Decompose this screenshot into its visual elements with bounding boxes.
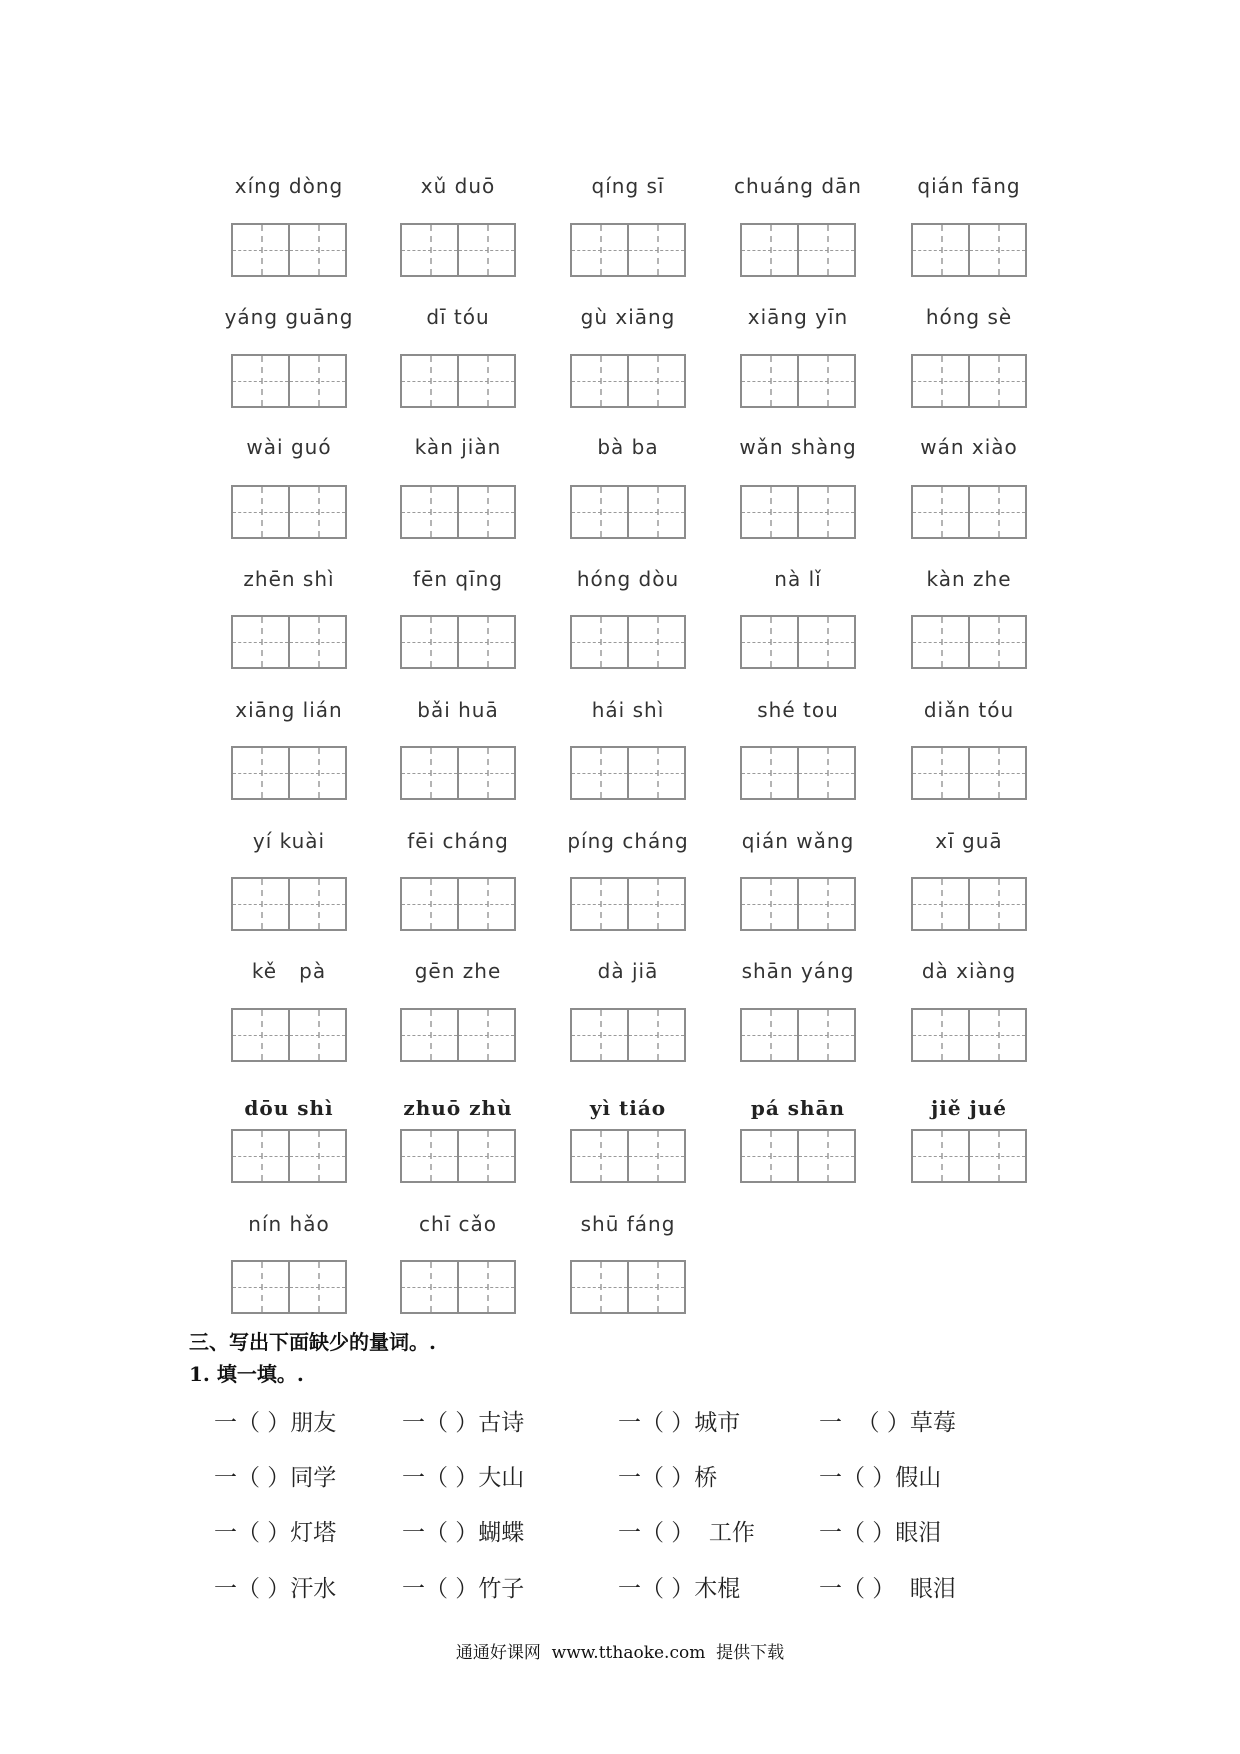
pinyin-label: hóng dòu bbox=[576, 567, 680, 591]
writing-cell[interactable] bbox=[402, 1262, 457, 1312]
writing-box[interactable] bbox=[911, 354, 1027, 408]
writing-cell[interactable] bbox=[572, 1131, 627, 1181]
writing-box[interactable] bbox=[911, 223, 1027, 277]
pinyin-label: kàn jiàn bbox=[414, 435, 502, 459]
pinyin-label: zhēn shì bbox=[243, 567, 335, 591]
writing-cell[interactable] bbox=[797, 356, 854, 406]
writing-box[interactable] bbox=[740, 223, 856, 277]
writing-box[interactable] bbox=[911, 615, 1027, 669]
pinyin-label: wài guó bbox=[246, 435, 332, 459]
writing-cell[interactable] bbox=[968, 487, 1025, 537]
writing-cell[interactable] bbox=[742, 1131, 797, 1181]
measure-word-item: 一（ ）大山 bbox=[402, 1465, 525, 1491]
writing-cell[interactable] bbox=[572, 1010, 627, 1060]
measure-word-item: 一（ ）灯塔 bbox=[214, 1520, 337, 1546]
writing-cell[interactable] bbox=[797, 617, 854, 667]
writing-cell[interactable] bbox=[913, 879, 968, 929]
writing-cell[interactable] bbox=[968, 225, 1025, 275]
writing-box[interactable] bbox=[400, 746, 516, 800]
pinyin-label: shān yáng bbox=[741, 959, 855, 983]
pinyin-label: dà xiàng bbox=[921, 959, 1017, 983]
measure-word-item: 一（ ）眼泪 bbox=[819, 1520, 942, 1546]
writing-cell[interactable] bbox=[457, 356, 514, 406]
writing-cell[interactable] bbox=[402, 748, 457, 798]
pinyin-label: dà jiā bbox=[597, 959, 659, 983]
writing-box[interactable] bbox=[231, 485, 347, 539]
writing-box[interactable] bbox=[911, 485, 1027, 539]
writing-cell[interactable] bbox=[457, 617, 514, 667]
writing-cell[interactable] bbox=[742, 356, 797, 406]
writing-cell[interactable] bbox=[402, 487, 457, 537]
writing-box[interactable] bbox=[570, 1008, 686, 1062]
writing-cell[interactable] bbox=[572, 748, 627, 798]
measure-word-item: 一（ ）竹子 bbox=[402, 1576, 525, 1602]
writing-cell[interactable] bbox=[572, 487, 627, 537]
writing-box[interactable] bbox=[570, 877, 686, 931]
pinyin-label: pá shān bbox=[750, 1096, 846, 1120]
pinyin-label: xiāng lián bbox=[235, 698, 343, 722]
writing-box[interactable] bbox=[400, 1260, 516, 1314]
measure-word-item: 一 （ ）草莓 bbox=[819, 1410, 956, 1436]
writing-cell[interactable] bbox=[742, 879, 797, 929]
writing-cell[interactable] bbox=[968, 879, 1025, 929]
pinyin-label: bǎi huā bbox=[417, 698, 499, 722]
measure-word-item: 一（ ）古诗 bbox=[402, 1410, 525, 1436]
pinyin-label: wǎn shàng bbox=[739, 435, 857, 459]
writing-cell[interactable] bbox=[913, 1131, 968, 1181]
writing-cell[interactable] bbox=[627, 617, 684, 667]
pinyin-label: kě pà bbox=[251, 959, 327, 983]
measure-word-item: 一（ ）城市 bbox=[618, 1410, 741, 1436]
writing-cell[interactable] bbox=[457, 1010, 514, 1060]
pinyin-label: qíng sī bbox=[591, 174, 665, 198]
writing-box[interactable] bbox=[400, 223, 516, 277]
writing-cell[interactable] bbox=[572, 617, 627, 667]
measure-word-item: 一（ ）木棍 bbox=[618, 1576, 741, 1602]
pinyin-label: diǎn tóu bbox=[923, 698, 1015, 722]
writing-cell[interactable] bbox=[233, 356, 288, 406]
writing-cell[interactable] bbox=[457, 1131, 514, 1181]
writing-box[interactable] bbox=[231, 1260, 347, 1314]
writing-cell[interactable] bbox=[233, 1131, 288, 1181]
pinyin-label: qián fāng bbox=[917, 174, 1021, 198]
writing-box[interactable] bbox=[231, 1008, 347, 1062]
writing-cell[interactable] bbox=[233, 1010, 288, 1060]
writing-cell[interactable] bbox=[288, 225, 345, 275]
pinyin-label: yì tiáo bbox=[589, 1096, 667, 1120]
writing-cell[interactable] bbox=[968, 356, 1025, 406]
footer-credit: 通通好课网 www.tthaoke.com 提供下载 bbox=[455, 1643, 785, 1663]
writing-box[interactable] bbox=[400, 877, 516, 931]
writing-cell[interactable] bbox=[968, 1010, 1025, 1060]
writing-box[interactable] bbox=[570, 1260, 686, 1314]
section-heading: 三、写出下面缺少的量词。. bbox=[189, 1330, 436, 1354]
writing-cell[interactable] bbox=[968, 617, 1025, 667]
writing-cell[interactable] bbox=[913, 225, 968, 275]
writing-cell[interactable] bbox=[288, 1010, 345, 1060]
writing-cell[interactable] bbox=[572, 879, 627, 929]
writing-box[interactable] bbox=[570, 485, 686, 539]
writing-box[interactable] bbox=[911, 877, 1027, 931]
pinyin-label: yí kuài bbox=[252, 829, 326, 853]
pinyin-label: nà lǐ bbox=[774, 567, 822, 591]
writing-box[interactable] bbox=[911, 1008, 1027, 1062]
pinyin-label: hóng sè bbox=[925, 305, 1013, 329]
pinyin-label: xī guā bbox=[935, 829, 1003, 853]
writing-cell[interactable] bbox=[742, 617, 797, 667]
writing-cell[interactable] bbox=[402, 1010, 457, 1060]
measure-word-item: 一（ ）蝴蝶 bbox=[402, 1520, 525, 1546]
writing-cell[interactable] bbox=[627, 356, 684, 406]
pinyin-label: dī tóu bbox=[426, 305, 490, 329]
pinyin-label: kàn zhe bbox=[926, 567, 1012, 591]
writing-box[interactable] bbox=[231, 223, 347, 277]
writing-cell[interactable] bbox=[572, 225, 627, 275]
writing-cell[interactable] bbox=[233, 1262, 288, 1312]
pinyin-label: nín hǎo bbox=[248, 1212, 330, 1236]
writing-cell[interactable] bbox=[233, 748, 288, 798]
writing-box[interactable] bbox=[400, 1008, 516, 1062]
writing-cell[interactable] bbox=[457, 1262, 514, 1312]
writing-cell[interactable] bbox=[402, 617, 457, 667]
writing-box[interactable] bbox=[740, 485, 856, 539]
writing-cell[interactable] bbox=[913, 356, 968, 406]
measure-word-item: 一（ ）朋友 bbox=[214, 1410, 337, 1436]
writing-cell[interactable] bbox=[797, 1010, 854, 1060]
writing-cell[interactable] bbox=[402, 1131, 457, 1181]
writing-box[interactable] bbox=[570, 746, 686, 800]
writing-cell[interactable] bbox=[233, 879, 288, 929]
writing-box[interactable] bbox=[570, 615, 686, 669]
pinyin-label: bà ba bbox=[597, 435, 659, 459]
pinyin-label: xíng dòng bbox=[234, 174, 344, 198]
measure-word-item: 一（ ） 工作 bbox=[618, 1520, 755, 1546]
pinyin-label: shé tou bbox=[757, 698, 839, 722]
pinyin-label: gēn zhe bbox=[414, 959, 502, 983]
writing-cell[interactable] bbox=[288, 748, 345, 798]
writing-cell[interactable] bbox=[627, 748, 684, 798]
writing-box[interactable] bbox=[400, 1129, 516, 1183]
writing-box[interactable] bbox=[740, 615, 856, 669]
pinyin-label: chī cǎo bbox=[418, 1212, 498, 1236]
writing-cell[interactable] bbox=[913, 487, 968, 537]
sub-heading: 1. 填一填。. bbox=[189, 1362, 304, 1386]
pinyin-label: wán xiào bbox=[920, 435, 1018, 459]
writing-box[interactable] bbox=[231, 354, 347, 408]
writing-cell[interactable] bbox=[797, 487, 854, 537]
pinyin-label: jiě jué bbox=[930, 1096, 1008, 1120]
writing-box[interactable] bbox=[740, 354, 856, 408]
measure-word-item: 一（ ）假山 bbox=[819, 1465, 942, 1491]
writing-cell[interactable] bbox=[627, 225, 684, 275]
writing-cell[interactable] bbox=[572, 356, 627, 406]
writing-box[interactable] bbox=[570, 354, 686, 408]
writing-cell[interactable] bbox=[457, 225, 514, 275]
measure-word-item: 一（ ）同学 bbox=[214, 1465, 337, 1491]
writing-box[interactable] bbox=[231, 1129, 347, 1183]
writing-cell[interactable] bbox=[797, 879, 854, 929]
pinyin-label: dōu shì bbox=[244, 1096, 334, 1120]
writing-box[interactable] bbox=[740, 746, 856, 800]
measure-word-item: 一（ ） 眼泪 bbox=[819, 1576, 956, 1602]
writing-box[interactable] bbox=[231, 877, 347, 931]
writing-box[interactable] bbox=[400, 485, 516, 539]
writing-cell[interactable] bbox=[968, 1131, 1025, 1181]
writing-cell[interactable] bbox=[627, 1262, 684, 1312]
writing-box[interactable] bbox=[400, 615, 516, 669]
writing-box[interactable] bbox=[400, 354, 516, 408]
pinyin-label: shū fáng bbox=[580, 1212, 676, 1236]
writing-cell[interactable] bbox=[742, 225, 797, 275]
writing-cell[interactable] bbox=[572, 1262, 627, 1312]
writing-cell[interactable] bbox=[288, 487, 345, 537]
writing-cell[interactable] bbox=[457, 748, 514, 798]
pinyin-label: chuáng dān bbox=[734, 174, 862, 198]
pinyin-label: píng cháng bbox=[567, 829, 689, 853]
writing-cell[interactable] bbox=[627, 1010, 684, 1060]
writing-cell[interactable] bbox=[288, 1131, 345, 1181]
pinyin-label: xǔ duō bbox=[420, 174, 496, 198]
writing-cell[interactable] bbox=[457, 879, 514, 929]
writing-cell[interactable] bbox=[627, 1131, 684, 1181]
writing-cell[interactable] bbox=[797, 748, 854, 798]
measure-word-item: 一（ ）汗水 bbox=[214, 1576, 337, 1602]
writing-box[interactable] bbox=[231, 746, 347, 800]
pinyin-label: hái shì bbox=[591, 698, 665, 722]
writing-cell[interactable] bbox=[402, 356, 457, 406]
writing-box[interactable] bbox=[740, 1008, 856, 1062]
pinyin-label: zhuō zhù bbox=[403, 1096, 513, 1120]
writing-cell[interactable] bbox=[288, 617, 345, 667]
writing-cell[interactable] bbox=[742, 748, 797, 798]
writing-box[interactable] bbox=[740, 1129, 856, 1183]
writing-cell[interactable] bbox=[627, 487, 684, 537]
pinyin-label: fēi cháng bbox=[407, 829, 509, 853]
writing-cell[interactable] bbox=[288, 356, 345, 406]
writing-cell[interactable] bbox=[797, 225, 854, 275]
measure-word-item: 一（ ）桥 bbox=[618, 1465, 718, 1491]
writing-box[interactable] bbox=[231, 615, 347, 669]
writing-box[interactable] bbox=[911, 1129, 1027, 1183]
pinyin-label: gù xiāng bbox=[580, 305, 676, 329]
writing-cell[interactable] bbox=[402, 225, 457, 275]
writing-cell[interactable] bbox=[233, 225, 288, 275]
writing-cell[interactable] bbox=[968, 748, 1025, 798]
writing-cell[interactable] bbox=[742, 1010, 797, 1060]
writing-cell[interactable] bbox=[233, 617, 288, 667]
writing-cell[interactable] bbox=[233, 487, 288, 537]
writing-cell[interactable] bbox=[457, 487, 514, 537]
writing-box[interactable] bbox=[570, 1129, 686, 1183]
writing-cell[interactable] bbox=[913, 748, 968, 798]
writing-box[interactable] bbox=[740, 877, 856, 931]
writing-cell[interactable] bbox=[288, 1262, 345, 1312]
writing-cell[interactable] bbox=[627, 879, 684, 929]
writing-box[interactable] bbox=[911, 746, 1027, 800]
pinyin-label: xiāng yīn bbox=[747, 305, 849, 329]
writing-cell[interactable] bbox=[402, 879, 457, 929]
writing-cell[interactable] bbox=[797, 1131, 854, 1181]
writing-cell[interactable] bbox=[742, 487, 797, 537]
pinyin-label: qián wǎng bbox=[741, 829, 855, 853]
writing-box[interactable] bbox=[570, 223, 686, 277]
writing-cell[interactable] bbox=[288, 879, 345, 929]
writing-cell[interactable] bbox=[913, 1010, 968, 1060]
pinyin-label: fēn qīng bbox=[412, 567, 503, 591]
pinyin-label: yáng guāng bbox=[224, 305, 354, 329]
writing-cell[interactable] bbox=[913, 617, 968, 667]
